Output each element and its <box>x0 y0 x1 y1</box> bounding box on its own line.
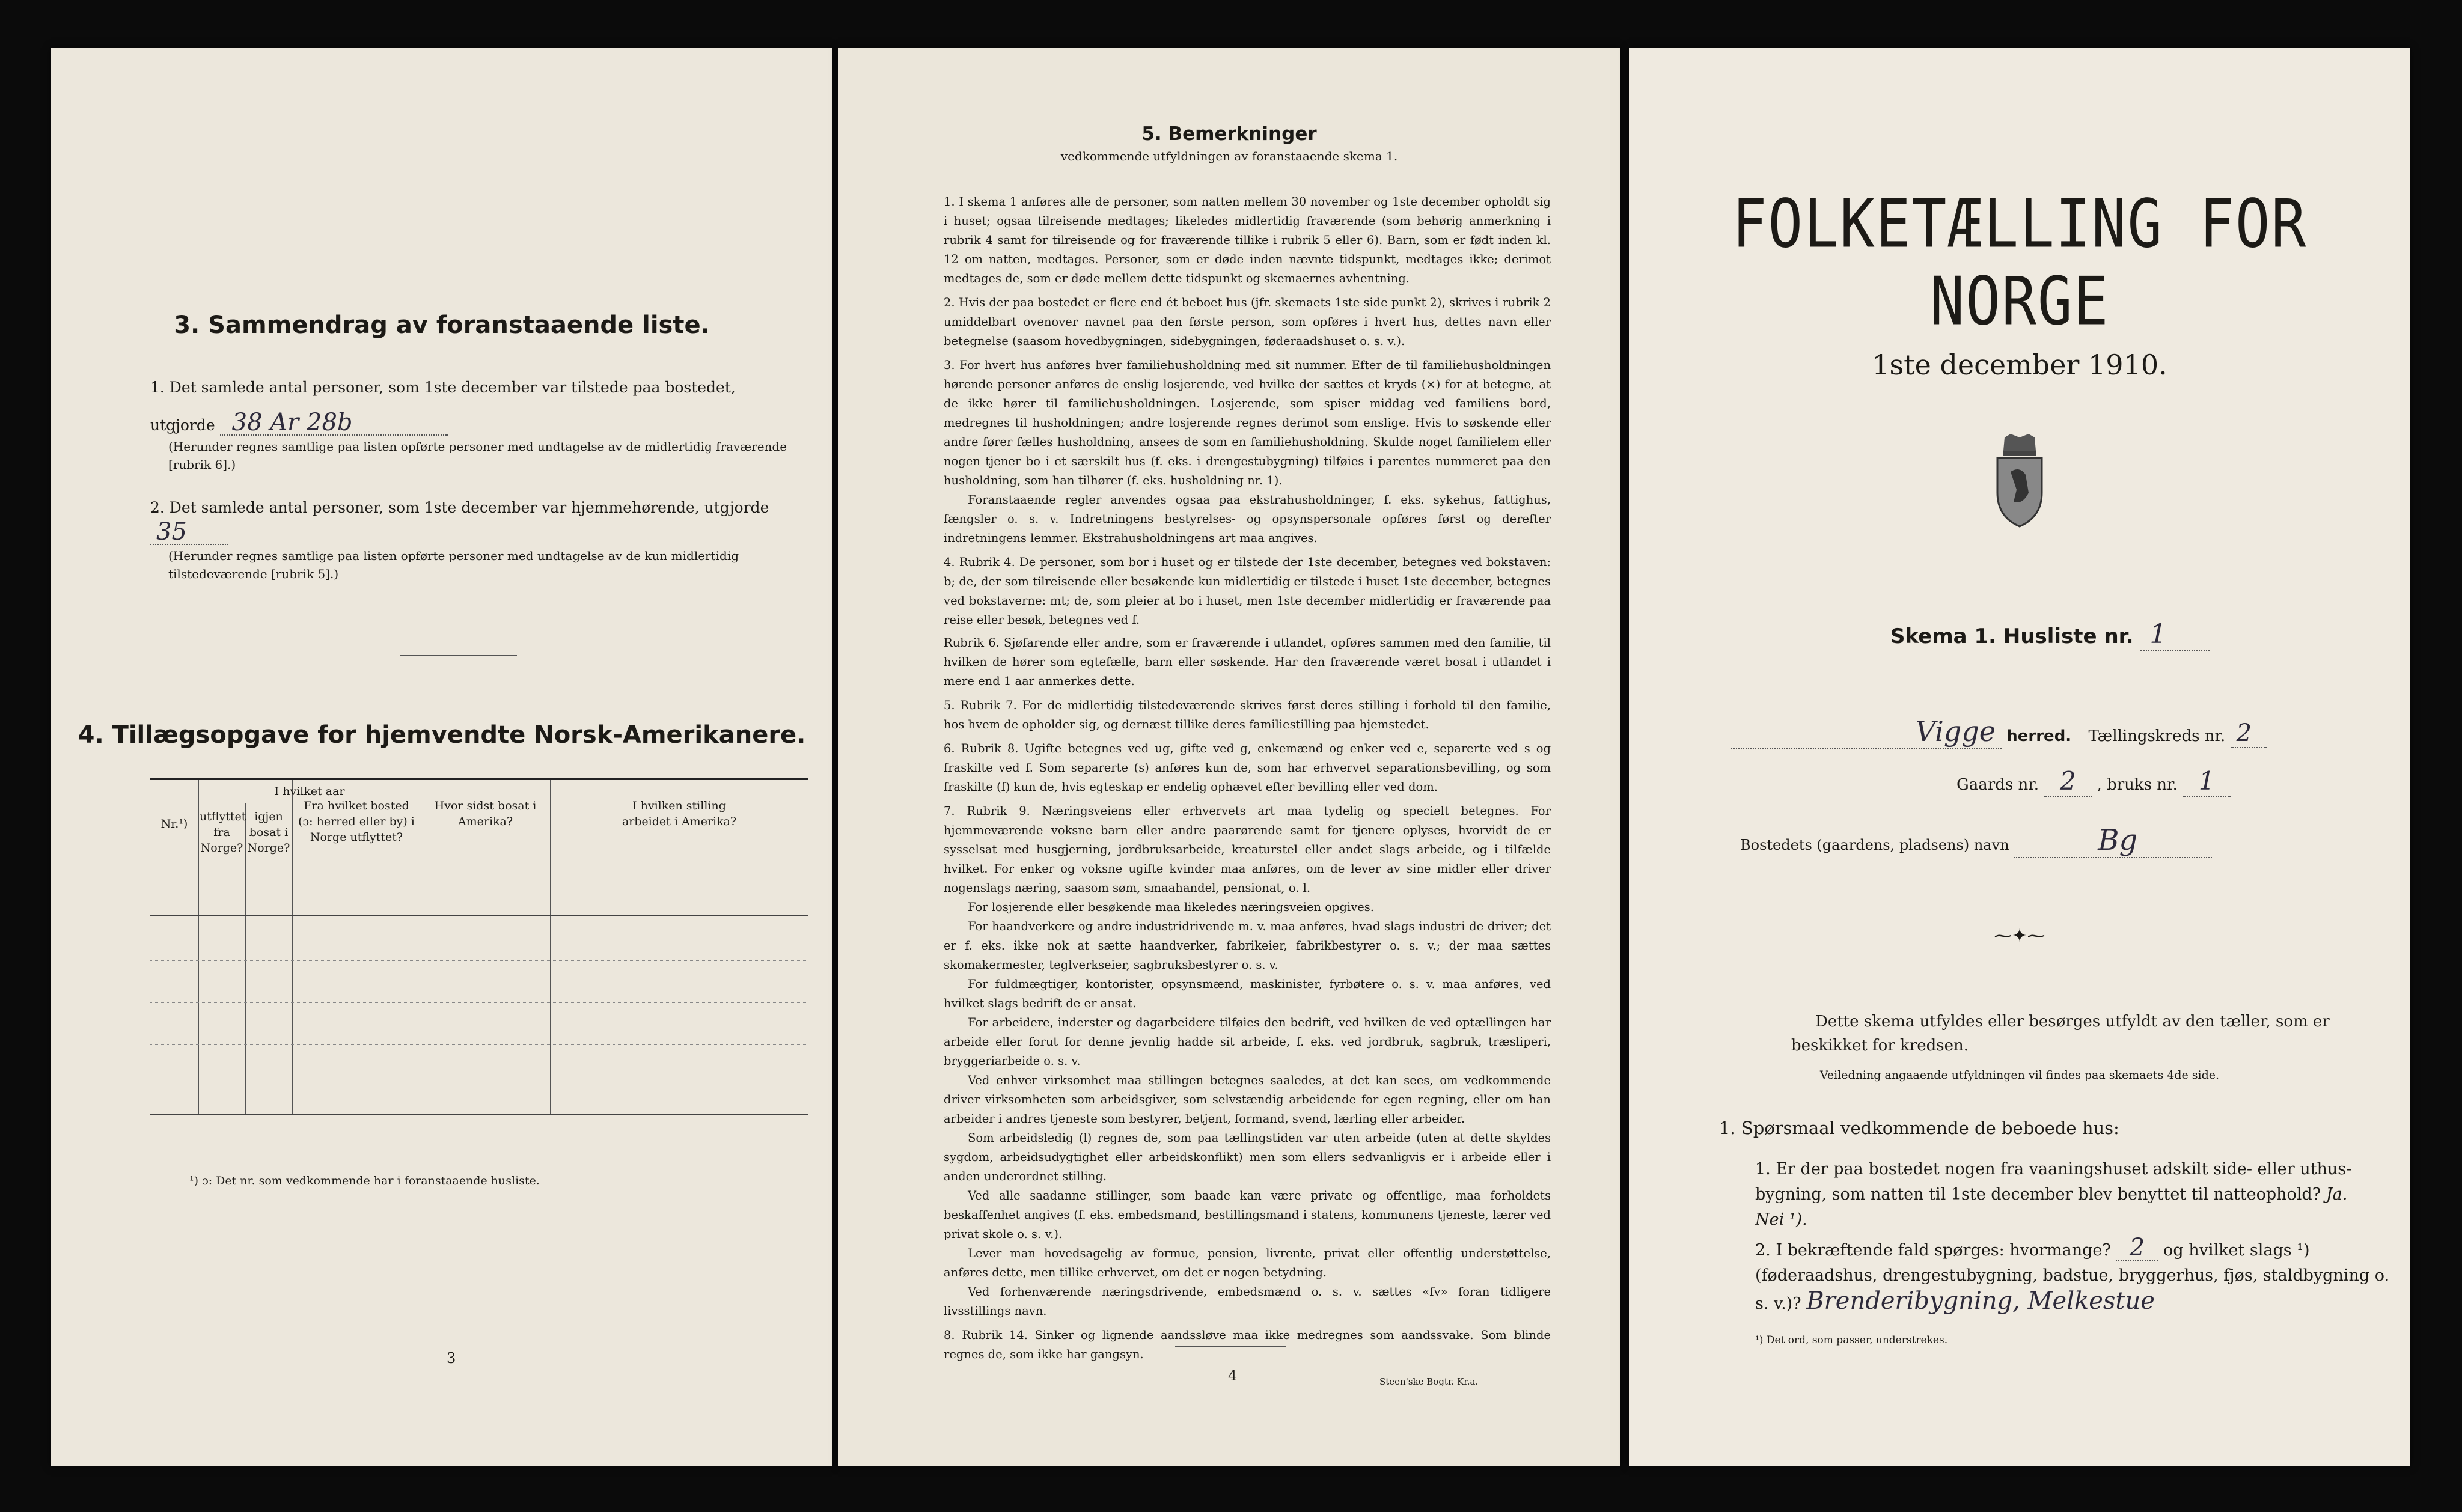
remark-7e: For arbeidere, inderster og dagarbeidere tilføies den bedrift, ved hvilken de ved optællingen har arbeide eller forut for denne jevnlig hadde sit arbeide, f. eks. ved jordbruk, sagbruk, træsliperi, bryggeriarbeide o. s. v. <box>944 1016 1551 1068</box>
krets-label: Tællingskreds nr. <box>2088 727 2226 745</box>
remark-6: 6. Rubrik 8. Ugifte betegnes ved ug, gifte ved g, enkemænd og enker ved e, separerte ved s og fraskilte ved f. Som separerte (s) anføres kun de, som har erhvervet separationsbevilling, og som fraskilte (f) kun de, hvis egteskap er endelig ophævet efter bevilling eller ved dom. <box>944 742 1551 794</box>
middle-page <box>838 48 1620 1466</box>
gaards-handwritten: 2 <box>2044 766 2092 797</box>
remark-7g: Som arbeidsledig (l) regnes de, som paa tællingstiden var uten arbeide (uten at dette skyldes sygdom, arbeidsudygtighet eller arbeidskonflikt) men som ellers sedvanligvis er i arbeide eller i anden underordnet stilling. <box>944 1131 1551 1183</box>
gaards-label: Gaards nr. <box>1956 776 2039 794</box>
item2-text: 2. Det samlede antal personer, som 1ste december var hjemmehørende, utgjorde <box>150 499 769 516</box>
remark-5: 5. Rubrik 7. For de midlertidig tilstedeværende skrives først deres stilling i forhold til den familie, hos hvem de opholder sig, og dernæst tillike deres familiestilling paa hjemstedet. <box>944 698 1551 731</box>
remark-3b: Foranstaaende regler anvendes ogsaa paa ekstrahusholdninger, f. eks. sykehus, fattighus, fængsler o. s. v. Indretningens bestyrelses- og opsynspersonale opføres først og derefter indretningens lemmer. Ekstrahusholdningens art maa angives. <box>944 493 1551 545</box>
item1-note: (Herunder regnes samtlige paa listen opførte personer med undtagelse av de midlertidig fraværende [rubrik 6].) <box>168 439 787 472</box>
divider <box>400 655 517 656</box>
remark-7: 7. Rubrik 9. Næringsveiens eller erhvervets art maa tydelig og specielt betegnes. For hjemmeværende voksne barn eller andre paarørende samt for tjenere oplyses, hvorvidt de er sysselsat med husgjerning, jordbruksarbeide, kreaturstel eller andet slags arbeide, og i tilfælde hvilket. For enker og voksne ugifte kvinder maa anføres, om de lever av sine midler eller driver nogenslags næring, saasom søm, smaahandel, pensionat, o. l. <box>944 804 1551 895</box>
remarks-subtitle: vedkommende utfyldningen av foranstaaende skema 1. <box>1060 149 1398 163</box>
item2-handwritten: 35 <box>150 520 228 545</box>
page-number-4: 4 <box>1228 1367 1238 1384</box>
q2-text: 2. I bekræftende fald spørges: hvormange? <box>1755 1241 2111 1260</box>
remark-4: 4. Rubrik 4. De personer, som bor i huset og er tilstede der 1ste december, betegnes ved bokstaven: b; de, der som tilreisende eller besøkende kun midlertidig er tilstede i huset 1ste december, betegnes ved bokstaverne: mt; de, som pleier at bo i huset, men 1ste december midlertidig er fraværende paa reise eller besøk, betegnes ved f. <box>944 555 1551 627</box>
bosted-row <box>1740 823 2212 858</box>
remark-7i: Lever man hovedsagelig av formue, pension, livrente, privat eller offentlig understøttelse, anføres dette, men tillike erhvervet, om det er nogen betydning. <box>944 1246 1551 1279</box>
krets-handwritten: 2 <box>2231 719 2267 748</box>
item1-utgjorde: utgjorde <box>150 416 215 434</box>
remark-8: 8. Rubrik 14. Sinker og lignende aandssløve maa ikke medregnes som aandssvake. Som blinde regnes de, som ikke har gangsyn. <box>944 1328 1551 1361</box>
skema-row <box>1890 619 2210 651</box>
remark-2: 2. Hvis der paa bostedet er flere end ét beboet hus (jfr. skemaets 1ste side punkt 2), skrives i rubrik 2 umiddelbart ovenover navnet paa den første person, som opføres i hvert hus, dettes navn eller betegnelse (saasom hovedbygningen, sidebygningen, føderaadshuset o. s. v.). <box>944 296 1551 348</box>
summary-item-2 <box>150 496 811 583</box>
table-footnote: ¹) ɔ: Det nr. som vedkommende har i foranstaaende husliste. <box>189 1174 540 1187</box>
husliste-number: 1 <box>2140 619 2210 651</box>
skema-label: Skema 1. Husliste nr. <box>1890 624 2134 648</box>
section3-title: 3. Sammendrag av foranstaaende liste. <box>174 311 710 339</box>
th-igjen: igjen bosat i Norge? <box>247 810 290 855</box>
q2-types-text: og hvilket slags ¹) (føderaadshus, drengestubygning, badstue, bryggerhus, fjøs, staldbygning o. s. v.)? <box>1755 1241 2390 1313</box>
section4-title: 4. Tillægsopgave for hjemvendte Norsk-Amerikanere. <box>78 721 806 749</box>
herred-row <box>1731 715 2380 749</box>
ornament-icon: ⁓✦⁓ <box>1994 925 2045 947</box>
q2-types-handwritten: Brenderibygning, Melkestue <box>1806 1287 2155 1315</box>
printer-mark: Steen'ske Bogtr. Kr.a. <box>1379 1376 1479 1387</box>
right-page <box>1629 48 2410 1466</box>
remark-7d: For fuldmægtiger, kontorister, opsynsmænd, maskinister, fyrbøtere o. s. v. maa anføres, ved hvilket slags bedrift de er ansat. <box>944 977 1551 1010</box>
item1-handwritten: 38 Ar 28b <box>220 410 448 436</box>
th-nr: Nr.¹) <box>160 817 188 831</box>
intro-note: Veiledning angaaende utfyldningen vil findes paa skemaets 4de side. <box>1819 1068 2220 1082</box>
summary-item-1 <box>150 376 811 474</box>
remark-3: 3. For hvert hus anføres hver familiehusholdning med sit nummer. Efter de til familiehusholdningen hørende personer anføres de enslig losjerende, ved hvilke der sættes et kryds (×) for at betegne, at de ikke hører til familiehusholdningen. Losjerende, som spiser middag ved familiens bord, medregnes til husholdningen; andre losjerende regnes derimot som enslige. Hvis to søskende eller andre fører fælles husholdning, ansees de som en familiehusholdning. Skulde noget familielem eller nogen tjener bo i et særskilt hus (f. eks. i drengestubygning) tilføies i parentes nummeret paa den husholdning, som han tilhører (f. eks. husholdning nr. 1). <box>944 358 1551 487</box>
remark-7b: For losjerende eller besøkende maa likeledes næringsveien opgives. <box>968 900 1374 914</box>
remark-7h: Ved alle saadanne stillinger, som baade kan være private og offentlige, maa forholdets beskaffenhet angives (f. eks. embedsmand, bestillingsmand i statens, kommunens tjeneste, lærer ved privat skole o. s. v.). <box>944 1189 1551 1241</box>
bosted-handwritten: Bg <box>2014 823 2212 858</box>
census-title: FOLKETÆLLING FOR NORGE <box>1732 185 2308 340</box>
th-stilling: I hvilken stilling arbeidet i Amerika? <box>622 799 737 828</box>
q1-text: 1. Er der paa bostedet nogen fra vaaningshuset adskilt side- eller uthus-bygning, som natten til 1ste december blev benyttet til natteophold? <box>1755 1160 2352 1204</box>
coat-of-arms-icon <box>1987 433 2053 529</box>
question-1 <box>1755 1157 2380 1233</box>
herred-handwritten: Vigge <box>1915 715 1996 748</box>
divider <box>1175 1346 1286 1347</box>
herred-label: herred. <box>2006 727 2072 745</box>
intro-text: Dette skema utfyldes eller besørges utfyldt av den tæller, som er beskikket for kredsen. <box>1791 1013 2330 1055</box>
remark-7j: Ved forhenværende næringsdrivende, embedsmænd o. s. v. sættes «fv» foran tidligere livsstillings navn. <box>944 1285 1551 1318</box>
census-date: 1ste december 1910. <box>1872 349 2167 381</box>
question-2 <box>1755 1235 2392 1317</box>
bosted-label: Bostedets (gaardens, pladsens) navn <box>1740 837 2009 853</box>
gaards-row <box>1956 766 2231 797</box>
remarks-title: 5. Bemerkninger <box>1141 123 1317 145</box>
th-utflyttet: utflyttet fra Norge? <box>200 810 246 855</box>
remark-7c: For haandverkere og andre industridrivende m. v. maa anføres, hvad slags industri de driver; det er f. eks. ikke nok at sætte haandverker, fabrikeier, fabrikbestyrer o. s. v.; der maa sættes skomakermester, teglverkseier, sagbruksbestyrer o. s. v. <box>944 919 1551 972</box>
left-page <box>51 48 832 1466</box>
item1-text: 1. Det samlede antal personer, som 1ste december var tilstede paa bostedet, <box>150 379 736 396</box>
right-footnote: ¹) Det ord, som passer, understrekes. <box>1755 1334 1948 1346</box>
remark-4b: Rubrik 6. Sjøfarende eller andre, som er fraværende i utlandet, opføres sammen med den familie, til hvilken de hører som egtefælle, barn eller søskende. Har den fraværende været bosat i utlandet i mere end 1 aar anmerkes dette. <box>944 636 1551 688</box>
remark-1: 1. I skema 1 anføres alle de personer, som natten mellem 30 november og 1ste december opholdt sig i huset; ogsaa tilreisende medtages; likeledes midlertidig fraværende (som behørig anmerkning i rubrik 4 samt for tilreisende og for fraværende tillike i rubrik 5 eller 6). Barn, som er født inden kl. 12 om natten, medtages. Personer, som er døde inden nævnte tidspunkt, medtages ikke; derimot medtages de, som er døde mellem dette tidspunkt og skemaernes avhentning. <box>944 195 1551 285</box>
questions-heading: 1. Spørsmaal vedkommende de beboede hus: <box>1719 1118 2119 1138</box>
q2-count-handwritten: 2 <box>2116 1235 2158 1261</box>
q1-answer: Ja. Nei ¹). <box>1755 1185 2348 1229</box>
remark-7f: Ved enhver virksomhet maa stillingen betegnes saaledes, at det kan sees, om vedkommende driver virksomheten som arbeidsgiver, som selvstændig arbeidende for egen regning, eller om han arbeider i andres tjeneste som bestyrer, betjent, formand, svend, lærling eller arbeider. <box>944 1073 1551 1126</box>
page-number-3: 3 <box>447 1350 456 1367</box>
bruks-handwritten: 1 <box>2183 766 2231 797</box>
th-hvor: Hvor sidst bosat i Amerika? <box>434 799 537 828</box>
remarks-body <box>944 192 1551 1364</box>
item2-note: (Herunder regnes samtlige paa listen opførte personer med undtagelse av de kun midlertidig tilstedeværende [rubrik 5].) <box>168 549 739 581</box>
th-fra: Fra hvilket bosted (ɔ: herred eller by) i Norge utflyttet? <box>298 799 415 844</box>
norsk-amerikanere-table <box>150 778 808 1115</box>
th-group: I hvilket aar <box>274 785 345 798</box>
bruks-label: , bruks nr. <box>2097 776 2178 794</box>
